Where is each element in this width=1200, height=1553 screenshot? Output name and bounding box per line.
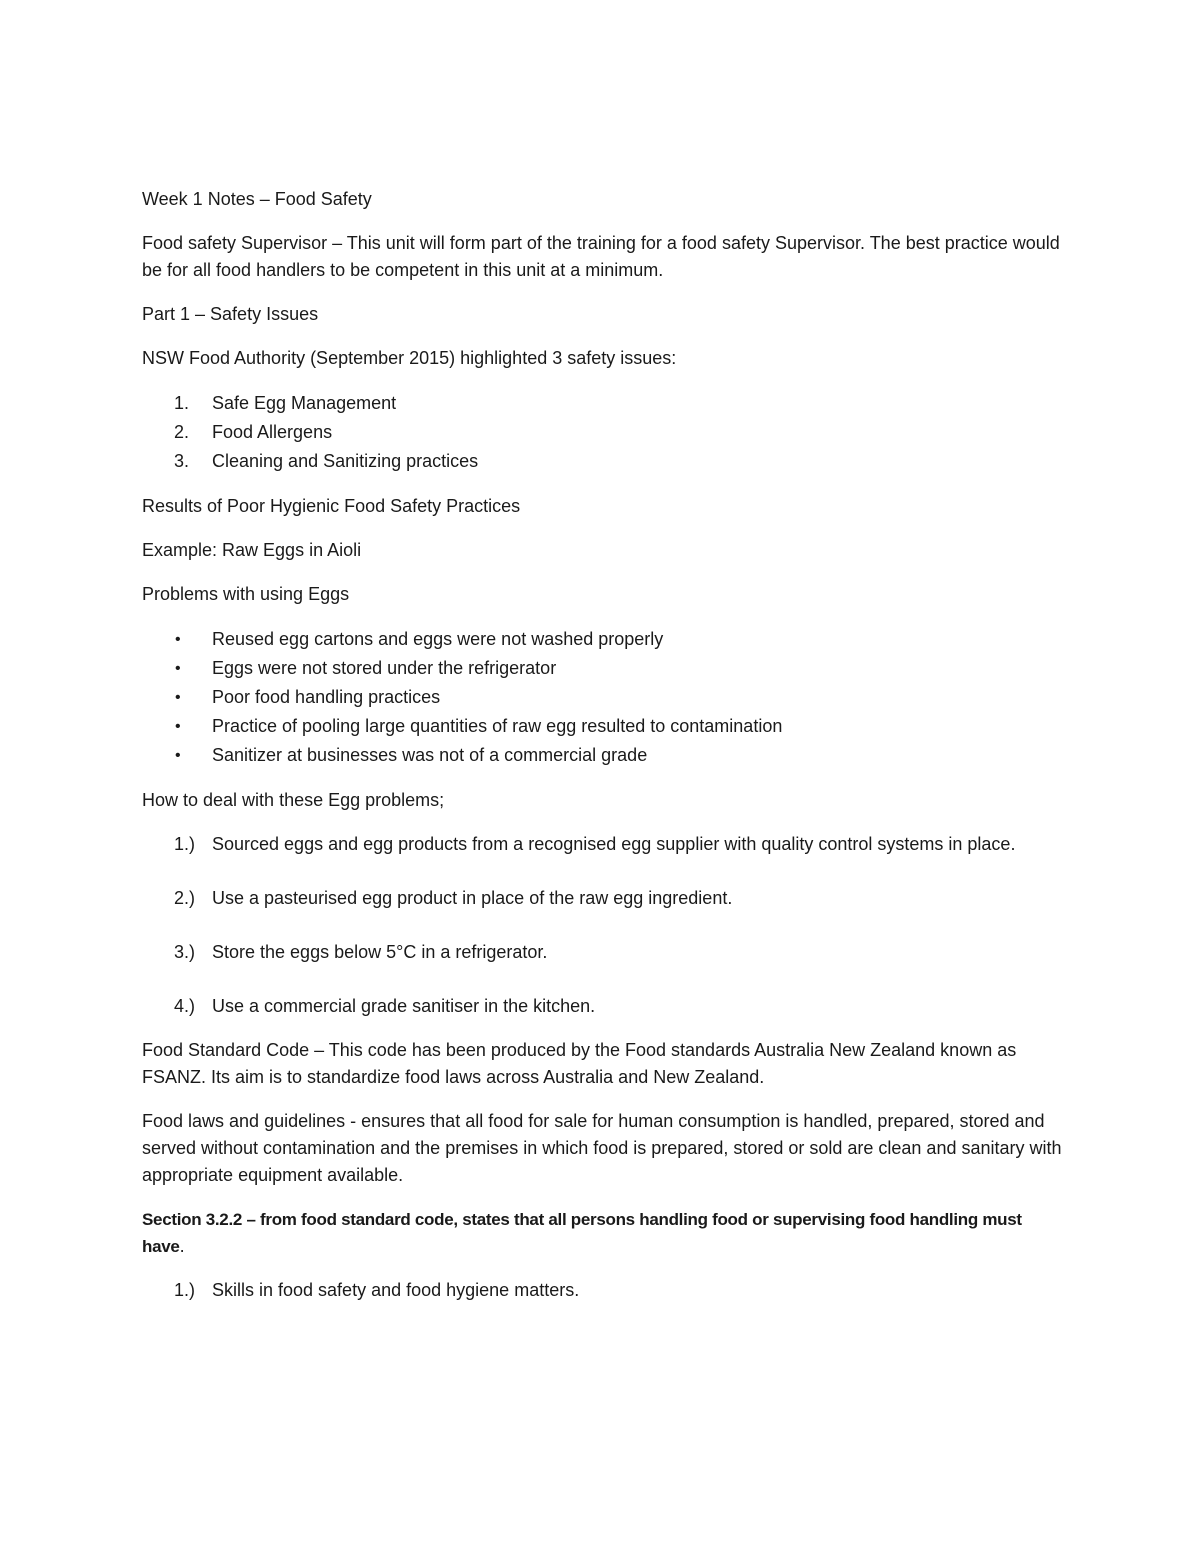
list-number: 2.)	[174, 888, 196, 908]
food-standard-code-paragraph: Food Standard Code – This code has been produced by the Food standards Australia New Zealand known as FSANZ. Its aim is to standardize food laws across Australia and New Zealand.	[142, 1040, 1017, 1087]
list-number: 2.	[174, 422, 190, 442]
list-item-text: Store the eggs below 5°C in a refrigerator.	[212, 942, 548, 962]
problems-list	[142, 625, 1062, 770]
list-item-text: Sourced eggs and egg products from a recognised egg supplier with quality control systems in place.	[212, 834, 1016, 854]
intro-paragraph: Food safety Supervisor – This unit will form part of the training for a food safety Supervisor. The best practice would be for all food handlers to be competent in this unit at a minimum.	[142, 233, 1060, 280]
list-item	[142, 418, 1062, 447]
safety-issues-list	[142, 389, 1062, 476]
list-item-text: Poor food handling practices	[212, 687, 441, 707]
solutions-list	[142, 831, 1062, 1020]
list-item	[142, 625, 1062, 654]
list-number: 1.	[174, 393, 190, 413]
list-number: 1.)	[174, 1280, 196, 1300]
list-item-text: Practice of pooling large quantities of raw egg resulted to contamination	[212, 716, 783, 736]
part-heading: Part 1 – Safety Issues	[142, 304, 319, 324]
list-item	[142, 683, 1062, 712]
bullet-icon: •	[175, 718, 181, 735]
document-body	[142, 186, 1062, 1321]
results-heading: Results of Poor Hygienic Food Safety Practices	[142, 496, 521, 516]
list-item	[142, 939, 1062, 966]
example-line: Example: Raw Eggs in Aioli	[142, 540, 362, 560]
list-item	[142, 885, 1062, 912]
bullet-icon: •	[175, 747, 181, 764]
list-number: 3.	[174, 451, 190, 471]
list-item	[142, 654, 1062, 683]
list-number: 4.)	[174, 996, 196, 1016]
deal-heading: How to deal with these Egg problems;	[142, 790, 445, 810]
list-item-text: Use a commercial grade sanitiser in the kitchen.	[212, 996, 596, 1016]
list-item-text: Eggs were not stored under the refrigerator	[212, 658, 557, 678]
bullet-icon: •	[175, 689, 181, 706]
list-item	[142, 447, 1062, 476]
list-item-text: Skills in food safety and food hygiene matters.	[212, 1280, 580, 1300]
authority-line: NSW Food Authority (September 2015) highlighted 3 safety issues:	[142, 348, 677, 368]
document-title: Week 1 Notes – Food Safety	[142, 189, 372, 209]
bullet-icon: •	[175, 660, 181, 677]
list-item	[142, 389, 1062, 418]
bullet-icon: •	[175, 631, 181, 648]
list-number: 3.)	[174, 942, 196, 962]
section-paragraph	[142, 1206, 1062, 1260]
list-item-text: Food Allergens	[212, 422, 333, 442]
problems-heading: Problems with using Eggs	[142, 584, 350, 604]
list-item-text: Sanitizer at businesses was not of a commercial grade	[212, 745, 648, 765]
food-laws-paragraph: Food laws and guidelines - ensures that all food for sale for human consumption is handled, prepared, stored and served without contamination and the premises in which food is prepared, stored or sold are clean and sanitary with appropriate equipment available.	[142, 1111, 1062, 1185]
list-item-text: Use a pasteurised egg product in place of the raw egg ingredient.	[212, 888, 733, 908]
list-item	[142, 831, 1062, 858]
list-number: 1.)	[174, 834, 196, 854]
skills-list	[142, 1277, 1062, 1304]
list-item	[142, 741, 1062, 770]
list-item-text: Cleaning and Sanitizing practices	[212, 451, 479, 471]
list-item-text: Safe Egg Management	[212, 393, 397, 413]
list-item	[142, 1277, 1062, 1304]
list-item	[142, 712, 1062, 741]
list-item-text: Reused egg cartons and eggs were not washed properly	[212, 629, 664, 649]
list-item	[142, 993, 1062, 1020]
section-tail: .	[179, 1236, 185, 1256]
section-heading: Section 3.2.2 – from food standard code, states that all persons handling food or supervising food handling must have	[142, 1210, 1022, 1256]
